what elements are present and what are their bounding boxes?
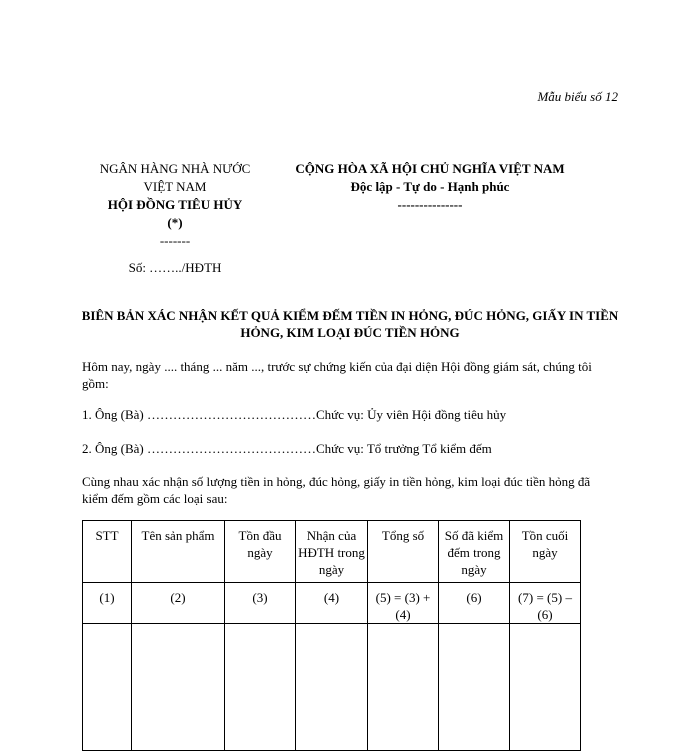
- member-2-line: 2. Ông (Bà) …………………………………Chức vụ: Tổ trưởng Tổ kiểm đếm: [82, 441, 492, 456]
- header-cell: STT: [83, 521, 132, 583]
- table-header-row: [83, 521, 581, 583]
- numbering-cell: (6): [439, 583, 510, 624]
- inventory-table: [82, 520, 581, 751]
- empty-cell: [510, 624, 581, 751]
- numbering-cell: (1): [83, 583, 132, 624]
- issuer-divider: -------: [159, 233, 191, 248]
- issuer-council: HỘI ĐỒNG TIÊU HỦY: [107, 197, 243, 212]
- empty-cell: [225, 624, 296, 751]
- empty-cell: [368, 624, 439, 751]
- empty-cell: [132, 624, 225, 751]
- header-cell: Nhận của HĐTH trong ngày: [296, 521, 368, 583]
- form-number: Mẫu biểu số 12: [537, 89, 618, 104]
- issuer-header: [75, 160, 275, 277]
- numbering-cell: (7) = (5) – (6): [510, 583, 581, 624]
- header-cell: Số đã kiểm đếm trong ngày: [439, 521, 510, 583]
- national-header: [280, 160, 580, 214]
- empty-cell: [83, 624, 132, 751]
- confirm-paragraph: Cùng nhau xác nhận số lượng tiền in hỏng, đúc hỏng, giấy in tiền hỏng, kim loại đúc tiền hỏng đã kiểm đếm gồm các loại sau:: [82, 474, 591, 506]
- country-name: CỘNG HÒA XÃ HỘI CHỦ NGHĨA VIỆT NAM: [295, 161, 565, 176]
- member-1-line: 1. Ông (Bà) …………………………………Chức vụ: Ủy viên Hội đồng tiêu hủy: [82, 407, 507, 422]
- issuer-org-line1: NGÂN HÀNG NHÀ NƯỚC: [99, 161, 251, 176]
- numbering-cell: (4): [296, 583, 368, 624]
- empty-cell: [296, 624, 368, 751]
- numbering-cell: (2): [132, 583, 225, 624]
- table-row: [83, 624, 581, 751]
- header-cell: Tồn cuối ngày: [510, 521, 581, 583]
- numbering-cell: (3): [225, 583, 296, 624]
- national-divider: ---------------: [397, 197, 463, 212]
- header-cell: Tên sản phẩm: [132, 521, 225, 583]
- issuer-marker: (*): [167, 215, 183, 230]
- document-number: Số: ……../HĐTH: [128, 260, 222, 275]
- intro-paragraph: Hôm nay, ngày .... tháng ... năm ..., trước sự chứng kiến của đại diện Hội đồng giám sát, chúng tôi gồm:: [82, 359, 592, 391]
- table-numbering-row: [83, 583, 581, 624]
- document-title: BIÊN BẢN XÁC NHẬN KẾT QUẢ KIỂM ĐẾM TIỀN IN HỎNG, ĐÚC HỎNG, GIẤY IN TIỀN HỎNG, KIM LOẠI ĐÚC TIỀN HỎNG: [81, 308, 619, 340]
- header-cell: Tồn đầu ngày: [225, 521, 296, 583]
- header-cell: Tổng số: [368, 521, 439, 583]
- national-motto: Độc lập - Tự do - Hạnh phúc: [350, 179, 510, 194]
- numbering-cell: (5) = (3) + (4): [368, 583, 439, 624]
- empty-cell: [439, 624, 510, 751]
- issuer-org-line2: VIỆT NAM: [143, 179, 207, 194]
